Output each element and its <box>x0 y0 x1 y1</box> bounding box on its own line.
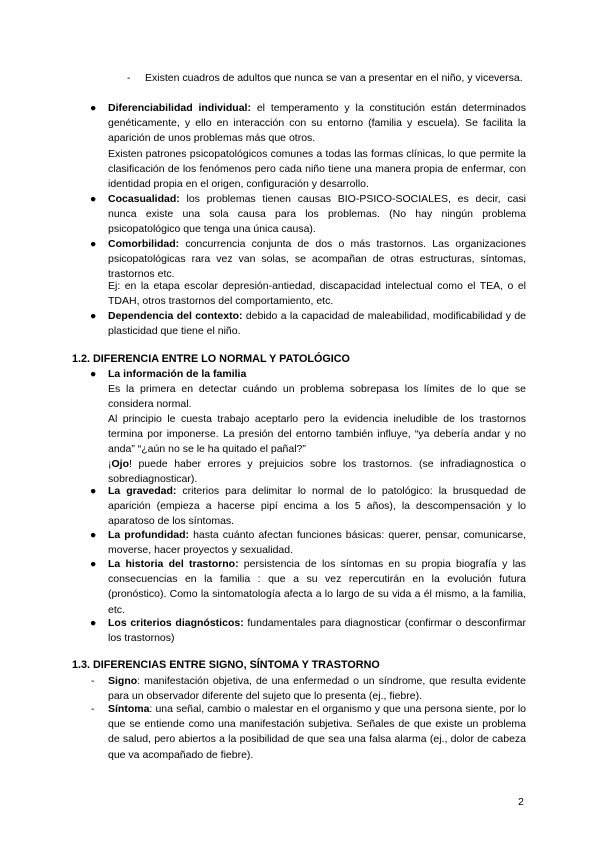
dash-item-sintoma <box>108 702 526 763</box>
term: Dependencia del contexto: <box>108 310 243 322</box>
bullet-icon: ● <box>90 485 97 497</box>
term: Síntoma <box>108 703 150 715</box>
bullet-criterios <box>108 616 526 646</box>
section-heading-1-2: 1.2. DIFERENCIA ENTRE LO NORMAL Y PATOLÓGICO <box>72 353 350 365</box>
text: concurrencia conjunta de dos o más trastornos. Las organizaciones psicopatológicas rara vez van solas, se acompañan de otras estructuras, síntomas, trastornos etc. <box>108 238 526 281</box>
term: Cocasualidad: <box>108 193 180 205</box>
text: hasta cuánto afectan funciones básicas: querer, pensar, comunicarse, moverse, hacer proyectos y sexualidad. <box>108 529 526 557</box>
term: Los criterios diagnósticos: <box>108 617 244 629</box>
term: Signo <box>108 675 138 687</box>
bullet-icon: ● <box>90 368 97 380</box>
dash-marker: - <box>91 675 95 687</box>
term: Comorbilidad: <box>108 238 180 250</box>
page-number: 2 <box>518 796 524 808</box>
term: La profundidad: <box>108 529 190 541</box>
dash-marker: - <box>127 72 131 84</box>
bullet-historia <box>108 557 526 618</box>
bullet-icon: ● <box>90 310 97 322</box>
paragraph-familia-1: Es la primera en detectar cuándo un problema sobrepasa los límites de lo que se considera normal. <box>108 383 526 411</box>
paragraph-ejemplo: Ej: en la etapa escolar depresión-antiedad, discapacidad intelectual como el TEA, o el TDAH, otros trastornos del comportamiento, etc. <box>108 280 526 308</box>
text: criterios para delimitar lo normal de lo patológico: la brusquedad de aparición (empieza a hacerse pipí encima a los 5 años), la descompensación y lo aparatoso de los síntomas. <box>108 485 526 528</box>
paragraph-patrones: Existen patrones psicopatológicos comunes a todas las formas clínicas, lo que permite la clasificación de los fenómenos pero cada niño tiene una manera propia de enfermar, con identidad propia en el origen, configuración y desarrollo. <box>108 148 526 191</box>
bullet-profundidad <box>108 528 526 558</box>
bullet-icon: ● <box>90 238 97 250</box>
term: La gravedad: <box>108 485 177 497</box>
bullet-dependencia <box>108 309 526 339</box>
text: : manifestación objetiva, de una enfermedad o un síndrome, que resulta evidente para un observador diferente del sujeto que lo presenta (ej., fiebre). <box>108 675 526 703</box>
paragraph-ojo <box>108 457 526 487</box>
text: persistencia de los síntomas en su propia biografía y las consecuencias en la familia : que a su vez repercutirán en la evolución futura (pronóstico). Como la sintomatología afecta a lo largo de su vida a él mismo, a la familia, etc. <box>108 558 526 616</box>
ojo-term: Ojo <box>111 458 129 470</box>
paragraph-familia-2: Al principio le cuesta trabajo aceptarlo pero la evidencia ineludible de los trastornos termina por imponerse. La presión del entorno también influye, “ya debería andar y no anda” “¿aún no se le ha quitado el pañal?” <box>108 413 526 456</box>
bullet-diferenciabilidad <box>108 101 526 147</box>
bullet-icon: ● <box>90 193 97 205</box>
bullet-icon: ● <box>90 558 97 570</box>
section-heading-1-3: 1.3. DIFERENCIAS ENTRE SIGNO, SÍNTOMA Y TRASTORNO <box>72 659 380 671</box>
ojo-pre: ¡ <box>108 458 112 470</box>
bullet-icon: ● <box>90 102 97 114</box>
dash-item-signo <box>108 674 526 704</box>
dash-item-adultos: Existen cuadros de adultos que nunca se van a presentar en el niño, y viceversa. <box>145 72 523 84</box>
bullet-cocasualidad <box>108 192 526 238</box>
ojo-text: ! puede haber errores y prejuicios sobre los trastornos. (se infradiagnostica o sobrediagnosticar). <box>108 458 526 486</box>
text: el temperamento y la constitución están determinados genéticamente, y ello en interacción con su entorno (familia y escuela). Se facilita la aparición de unos problemas más que otros. <box>108 102 526 145</box>
dash-marker: - <box>91 703 95 715</box>
bullet-icon: ● <box>90 617 97 629</box>
bullet-icon: ● <box>90 529 97 541</box>
bullet-familia-term: La información de la familia <box>108 368 247 380</box>
bullet-gravedad <box>108 484 526 530</box>
term: Diferenciabilidad individual: <box>108 102 251 114</box>
text: fundamentales para diagnosticar (confirmar o desconfirmar los trastornos) <box>108 617 526 645</box>
text: debido a la capacidad de maleabilidad, modificabilidad y de plasticidad que tiene el niño. <box>108 310 526 338</box>
text: : una señal, cambio o malestar en el organismo y que una persona siente, por lo que se entiende como una manifestación subjetiva. Señales de que existe un problema de salud, pero abiertos a la posibilidad de que sea una falsa alarma (ej., dolor de cabeza que va acompañado de fiebre). <box>108 703 526 761</box>
bullet-comorbilidad <box>108 237 526 283</box>
term: La historia del trastorno: <box>108 558 239 570</box>
text: los problemas tienen causas BIO-PSICO-SOCIALES, es decir, casi nunca existe una sola causa para los problemas. (No hay ningún problema psicopatológico que tenga una única causa). <box>108 193 526 236</box>
